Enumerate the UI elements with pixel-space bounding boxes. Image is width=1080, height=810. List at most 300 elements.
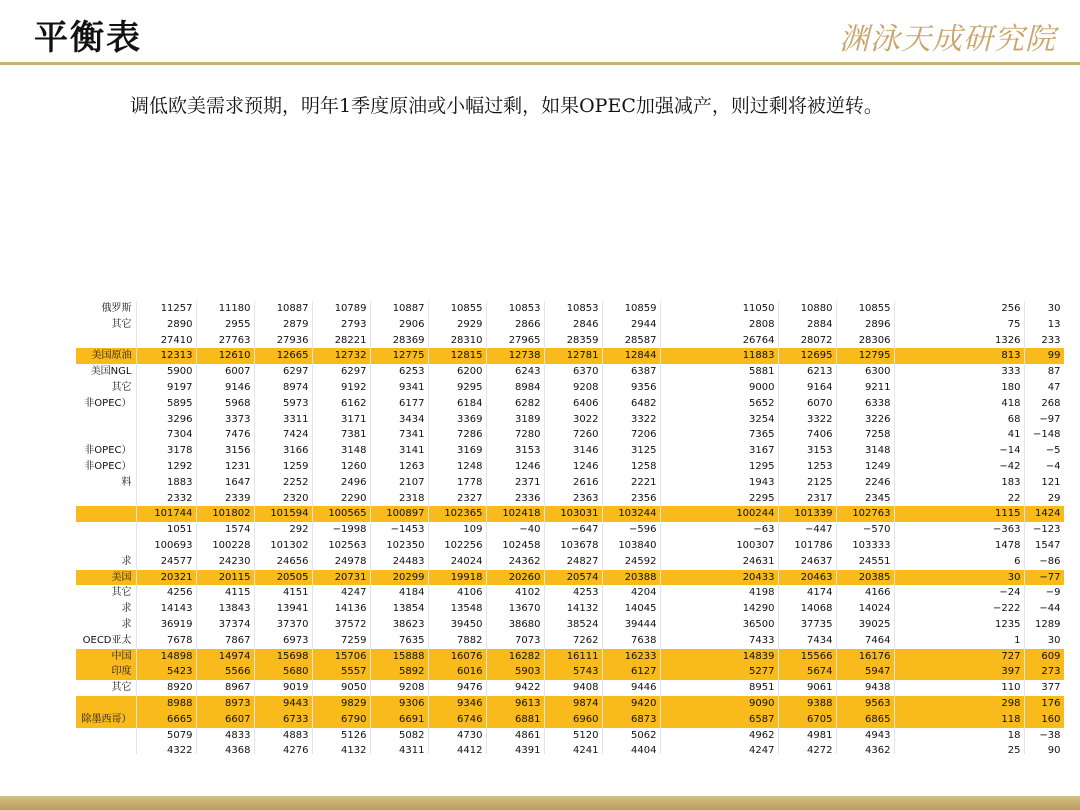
table-row — [76, 506, 1064, 522]
table-cell: 9408 — [544, 680, 602, 696]
table-cell: 27410 — [136, 333, 196, 349]
table-cell: 9197 — [136, 380, 196, 396]
table-cell: 7381 — [312, 427, 370, 443]
table-row — [76, 443, 1064, 459]
table-cell: 24483 — [370, 554, 428, 570]
table-cell: 103333 — [836, 538, 894, 554]
table-cell: 6297 — [312, 364, 370, 380]
table-cell: 印度 — [76, 664, 136, 680]
table-cell: 4861 — [486, 728, 544, 744]
table-row — [76, 538, 1064, 554]
table-cell: 2290 — [312, 491, 370, 507]
table-cell: 3226 — [836, 412, 894, 428]
table-cell: 除墨西哥） — [76, 712, 136, 728]
table-cell: −44 — [1024, 601, 1064, 617]
table-cell: 4962 — [720, 728, 778, 744]
table-cell: 9420 — [602, 696, 660, 712]
table-cell: 20433 — [720, 570, 778, 586]
table-row — [76, 664, 1064, 680]
table-cell: 7286 — [428, 427, 486, 443]
table-cell: 11050 — [720, 301, 778, 317]
table-cell — [660, 412, 720, 428]
table-cell — [660, 380, 720, 396]
table-cell: 14136 — [312, 601, 370, 617]
table-cell: 102256 — [428, 538, 486, 554]
table-cell: 3148 — [312, 443, 370, 459]
table-cell: 俄罗斯 — [76, 301, 136, 317]
table-cell: 9146 — [196, 380, 254, 396]
table-cell: 2336 — [486, 491, 544, 507]
table-cell — [894, 728, 962, 744]
table-cell: 4368 — [196, 743, 254, 754]
table-row — [76, 427, 1064, 443]
table-cell: −647 — [544, 522, 602, 538]
table-cell — [660, 633, 720, 649]
table-row — [76, 412, 1064, 428]
table-row — [76, 522, 1064, 538]
table-cell: 5743 — [544, 664, 602, 680]
table-cell: 24551 — [836, 554, 894, 570]
table-cell: 2866 — [486, 317, 544, 333]
table-cell — [660, 364, 720, 380]
table-cell: 5881 — [720, 364, 778, 380]
table-row — [76, 301, 1064, 317]
table-cell: 102458 — [486, 538, 544, 554]
table-cell: 7206 — [602, 427, 660, 443]
table-cell: 9295 — [428, 380, 486, 396]
table-cell: 68 — [962, 412, 1024, 428]
table-cell: 5973 — [254, 396, 312, 412]
table-cell: 4102 — [486, 585, 544, 601]
table-cell: 10853 — [486, 301, 544, 317]
table-cell: 3311 — [254, 412, 312, 428]
table-cell: 99 — [1024, 348, 1064, 364]
table-cell: 37572 — [312, 617, 370, 633]
table-cell — [660, 712, 720, 728]
balance-table — [76, 301, 1064, 754]
table-cell — [894, 601, 962, 617]
table-cell: 5900 — [136, 364, 196, 380]
table-cell — [894, 348, 962, 364]
table-cell: 14839 — [720, 649, 778, 665]
table-cell: 4322 — [136, 743, 196, 754]
table-cell: −363 — [962, 522, 1024, 538]
table-row — [76, 712, 1064, 728]
table-cell: 10887 — [254, 301, 312, 317]
table-cell: 25 — [962, 743, 1024, 754]
table-cell: 6200 — [428, 364, 486, 380]
table-cell: 6243 — [486, 364, 544, 380]
table-cell: 20115 — [196, 570, 254, 586]
table-cell: 4132 — [312, 743, 370, 754]
table-cell: 6016 — [428, 664, 486, 680]
table-cell: 10855 — [836, 301, 894, 317]
table-cell: 2879 — [254, 317, 312, 333]
table-cell — [660, 617, 720, 633]
table-cell — [894, 522, 962, 538]
table-cell: 13548 — [428, 601, 486, 617]
table-cell: 7464 — [836, 633, 894, 649]
table-cell: 24631 — [720, 554, 778, 570]
table-cell: 9422 — [486, 680, 544, 696]
table-cell: 13854 — [370, 601, 428, 617]
table-cell: 6746 — [428, 712, 486, 728]
table-cell: 2221 — [602, 475, 660, 491]
table-row — [76, 364, 1064, 380]
table-cell: 14132 — [544, 601, 602, 617]
table-cell: 103678 — [544, 538, 602, 554]
table-cell: 2252 — [254, 475, 312, 491]
table-cell: 1547 — [1024, 538, 1064, 554]
table-cell — [660, 601, 720, 617]
table-cell — [76, 427, 136, 443]
table-cell: 18 — [962, 728, 1024, 744]
table-cell: 13 — [1024, 317, 1064, 333]
table-cell: 12732 — [312, 348, 370, 364]
table-row — [76, 617, 1064, 633]
table-cell: 5557 — [312, 664, 370, 680]
table-cell: 8984 — [486, 380, 544, 396]
table-cell — [894, 585, 962, 601]
table-cell: 7638 — [602, 633, 660, 649]
table-row — [76, 491, 1064, 507]
table-cell — [894, 333, 962, 349]
table-cell: 16076 — [428, 649, 486, 665]
table-cell — [660, 506, 720, 522]
table-cell: 14290 — [720, 601, 778, 617]
table-cell: 3167 — [720, 443, 778, 459]
table-cell: 3146 — [544, 443, 602, 459]
table-cell: 36919 — [136, 617, 196, 633]
table-cell: 8974 — [254, 380, 312, 396]
table-cell: 2929 — [428, 317, 486, 333]
table-cell: 1231 — [196, 459, 254, 475]
table-cell: 7304 — [136, 427, 196, 443]
table-cell: 6790 — [312, 712, 370, 728]
table-cell: 9061 — [778, 680, 836, 696]
table-cell: 9000 — [720, 380, 778, 396]
table-cell: −447 — [778, 522, 836, 538]
table-cell: 其它 — [76, 380, 136, 396]
table-cell: 6213 — [778, 364, 836, 380]
table-cell — [894, 443, 962, 459]
table-cell: 22 — [962, 491, 1024, 507]
table-cell: 4247 — [720, 743, 778, 754]
table-cell: 6691 — [370, 712, 428, 728]
table-cell: 5277 — [720, 664, 778, 680]
table-cell: 6127 — [602, 664, 660, 680]
table-cell: 12665 — [254, 348, 312, 364]
table-cell: 14068 — [778, 601, 836, 617]
table-cell: 9164 — [778, 380, 836, 396]
table-cell: 5566 — [196, 664, 254, 680]
table-cell: 2808 — [720, 317, 778, 333]
table-cell: 2496 — [312, 475, 370, 491]
table-cell: 39025 — [836, 617, 894, 633]
table-cell: 397 — [962, 664, 1024, 680]
table-cell: 5079 — [136, 728, 196, 744]
table-cell: 15698 — [254, 649, 312, 665]
balance-table-container — [76, 301, 1064, 754]
table-cell: 4253 — [544, 585, 602, 601]
table-cell: 2371 — [486, 475, 544, 491]
table-cell — [76, 743, 136, 754]
table-cell: 6282 — [486, 396, 544, 412]
table-cell: 101802 — [196, 506, 254, 522]
table-cell: 2125 — [778, 475, 836, 491]
table-cell — [76, 506, 136, 522]
table-cell: 3153 — [778, 443, 836, 459]
table-cell: 3254 — [720, 412, 778, 428]
table-cell: 7262 — [544, 633, 602, 649]
table-cell: 1248 — [428, 459, 486, 475]
table-cell: 10853 — [544, 301, 602, 317]
table-cell: 1246 — [486, 459, 544, 475]
table-cell: 11257 — [136, 301, 196, 317]
table-cell: 5892 — [370, 664, 428, 680]
table-cell: 9208 — [544, 380, 602, 396]
table-cell — [894, 570, 962, 586]
table-cell: 5895 — [136, 396, 196, 412]
table-cell: 5062 — [602, 728, 660, 744]
table-cell: 3369 — [428, 412, 486, 428]
table-cell: 4106 — [428, 585, 486, 601]
table-cell: 2616 — [544, 475, 602, 491]
table-cell: 2320 — [254, 491, 312, 507]
table-cell — [894, 380, 962, 396]
table-cell: 非OPEC） — [76, 443, 136, 459]
table-cell: −1453 — [370, 522, 428, 538]
table-cell: −5 — [1024, 443, 1064, 459]
table-cell: 1289 — [1024, 617, 1064, 633]
table-cell: 5423 — [136, 664, 196, 680]
table-cell: 20321 — [136, 570, 196, 586]
table-cell — [660, 696, 720, 712]
table-cell: 10789 — [312, 301, 370, 317]
table-cell: 7365 — [720, 427, 778, 443]
table-cell: 102563 — [312, 538, 370, 554]
table-cell: 10859 — [602, 301, 660, 317]
table-cell: 4943 — [836, 728, 894, 744]
table-cell: 4272 — [778, 743, 836, 754]
table-cell: 1253 — [778, 459, 836, 475]
table-cell: 6338 — [836, 396, 894, 412]
table-cell: 2906 — [370, 317, 428, 333]
table-cell — [660, 680, 720, 696]
table-cell: 13941 — [254, 601, 312, 617]
table-cell: 38680 — [486, 617, 544, 633]
table-cell: 102365 — [428, 506, 486, 522]
table-cell: 4247 — [312, 585, 370, 601]
table-cell: 27763 — [196, 333, 254, 349]
table-cell: 6665 — [136, 712, 196, 728]
table-cell: −24 — [962, 585, 1024, 601]
table-cell — [660, 538, 720, 554]
table-cell: 5968 — [196, 396, 254, 412]
summary-text: 调低欧美需求预期，明年1季度原油或小幅过剩，如果OPEC加强减产，则过剩将被逆转。 — [130, 95, 883, 117]
table-cell: 4115 — [196, 585, 254, 601]
table-cell: 20505 — [254, 570, 312, 586]
table-cell: 4184 — [370, 585, 428, 601]
table-cell: 1246 — [544, 459, 602, 475]
table-cell: 9346 — [428, 696, 486, 712]
table-cell: 5903 — [486, 664, 544, 680]
table-cell: 8920 — [136, 680, 196, 696]
table-row — [76, 396, 1064, 412]
table-cell: 3148 — [836, 443, 894, 459]
table-cell: 12795 — [836, 348, 894, 364]
table-cell: 101744 — [136, 506, 196, 522]
table-cell: 12781 — [544, 348, 602, 364]
table-cell — [660, 333, 720, 349]
table-cell — [660, 427, 720, 443]
table-cell: 1115 — [962, 506, 1024, 522]
table-cell: 727 — [962, 649, 1024, 665]
table-cell: 5674 — [778, 664, 836, 680]
table-cell — [660, 459, 720, 475]
table-cell: 37735 — [778, 617, 836, 633]
table-cell: 3125 — [602, 443, 660, 459]
table-cell: 12313 — [136, 348, 196, 364]
table-cell: 6587 — [720, 712, 778, 728]
table-cell — [76, 333, 136, 349]
table-cell: 7260 — [544, 427, 602, 443]
table-cell: 9050 — [312, 680, 370, 696]
table-cell: 15706 — [312, 649, 370, 665]
table-cell: 28310 — [428, 333, 486, 349]
table-cell: 1883 — [136, 475, 196, 491]
table-cell — [894, 712, 962, 728]
table-cell: 109 — [428, 522, 486, 538]
table-cell: 12610 — [196, 348, 254, 364]
table-cell: −1998 — [312, 522, 370, 538]
table-row — [76, 728, 1064, 744]
table-cell — [894, 617, 962, 633]
table-cell: −63 — [720, 522, 778, 538]
table-cell: 27936 — [254, 333, 312, 349]
table-cell: 9438 — [836, 680, 894, 696]
table-cell: 4730 — [428, 728, 486, 744]
table-cell: 1295 — [720, 459, 778, 475]
table-cell: 6070 — [778, 396, 836, 412]
table-cell: 1260 — [312, 459, 370, 475]
table-cell: 38524 — [544, 617, 602, 633]
table-cell: 24827 — [544, 554, 602, 570]
table-cell — [76, 728, 136, 744]
table-cell: 298 — [962, 696, 1024, 712]
table-cell: 2793 — [312, 317, 370, 333]
table-cell: 6253 — [370, 364, 428, 380]
table-cell: 90 — [1024, 743, 1064, 754]
table-cell: 1574 — [196, 522, 254, 538]
table-cell: 10880 — [778, 301, 836, 317]
table-cell: 9208 — [370, 680, 428, 696]
table-cell: 3169 — [428, 443, 486, 459]
table-cell: 非OPEC） — [76, 396, 136, 412]
table-cell — [660, 554, 720, 570]
table-cell: 9341 — [370, 380, 428, 396]
table-cell: 24656 — [254, 554, 312, 570]
table-cell: 3322 — [778, 412, 836, 428]
table-cell: 2107 — [370, 475, 428, 491]
table-cell: 9211 — [836, 380, 894, 396]
table-cell — [660, 728, 720, 744]
table-cell — [894, 664, 962, 680]
table-cell: 24592 — [602, 554, 660, 570]
table-cell: −97 — [1024, 412, 1064, 428]
table-cell: 26764 — [720, 333, 778, 349]
table-cell: 2896 — [836, 317, 894, 333]
table-cell: 13843 — [196, 601, 254, 617]
table-cell: 20731 — [312, 570, 370, 586]
table-cell: 292 — [254, 522, 312, 538]
table-cell — [894, 364, 962, 380]
table-cell: 料 — [76, 475, 136, 491]
table-cell: 24230 — [196, 554, 254, 570]
table-cell: 美国 — [76, 570, 136, 586]
table-cell: 47 — [1024, 380, 1064, 396]
table-row — [76, 475, 1064, 491]
table-cell: 27965 — [486, 333, 544, 349]
table-cell: 7434 — [778, 633, 836, 649]
table-cell: 3156 — [196, 443, 254, 459]
table-cell: 102350 — [370, 538, 428, 554]
table-cell: 4174 — [778, 585, 836, 601]
header-divider — [0, 62, 1080, 65]
table-cell: 9476 — [428, 680, 486, 696]
table-cell: 28359 — [544, 333, 602, 349]
table-cell: 4151 — [254, 585, 312, 601]
table-cell: 3166 — [254, 443, 312, 459]
table-cell: 4833 — [196, 728, 254, 744]
table-cell: 2339 — [196, 491, 254, 507]
table-cell: 14974 — [196, 649, 254, 665]
table-cell: 3153 — [486, 443, 544, 459]
table-cell: 1249 — [836, 459, 894, 475]
table-cell — [660, 317, 720, 333]
table-cell: 1292 — [136, 459, 196, 475]
table-cell: 美国NGL — [76, 364, 136, 380]
table-cell: 5652 — [720, 396, 778, 412]
table-cell: 非OPEC） — [76, 459, 136, 475]
table-cell: 6733 — [254, 712, 312, 728]
table-cell: 9388 — [778, 696, 836, 712]
table-cell: 求 — [76, 601, 136, 617]
table-cell: 12738 — [486, 348, 544, 364]
table-cell: 14143 — [136, 601, 196, 617]
table-cell — [894, 506, 962, 522]
table-cell: 9306 — [370, 696, 428, 712]
table-cell — [894, 554, 962, 570]
table-cell: −38 — [1024, 728, 1064, 744]
table-cell: 1259 — [254, 459, 312, 475]
table-cell: −570 — [836, 522, 894, 538]
table-cell: 7259 — [312, 633, 370, 649]
table-cell: 101594 — [254, 506, 312, 522]
table-cell: 28587 — [602, 333, 660, 349]
table-cell: 2955 — [196, 317, 254, 333]
table-row — [76, 570, 1064, 586]
table-cell — [894, 412, 962, 428]
table-row — [76, 696, 1064, 712]
table-cell: 20574 — [544, 570, 602, 586]
table-cell: OECD亚太 — [76, 633, 136, 649]
table-row — [76, 680, 1064, 696]
table-cell: 3322 — [602, 412, 660, 428]
table-row — [76, 554, 1064, 570]
brand-logo: 渊泳天成研究院 — [839, 22, 1056, 57]
table-cell: 233 — [1024, 333, 1064, 349]
